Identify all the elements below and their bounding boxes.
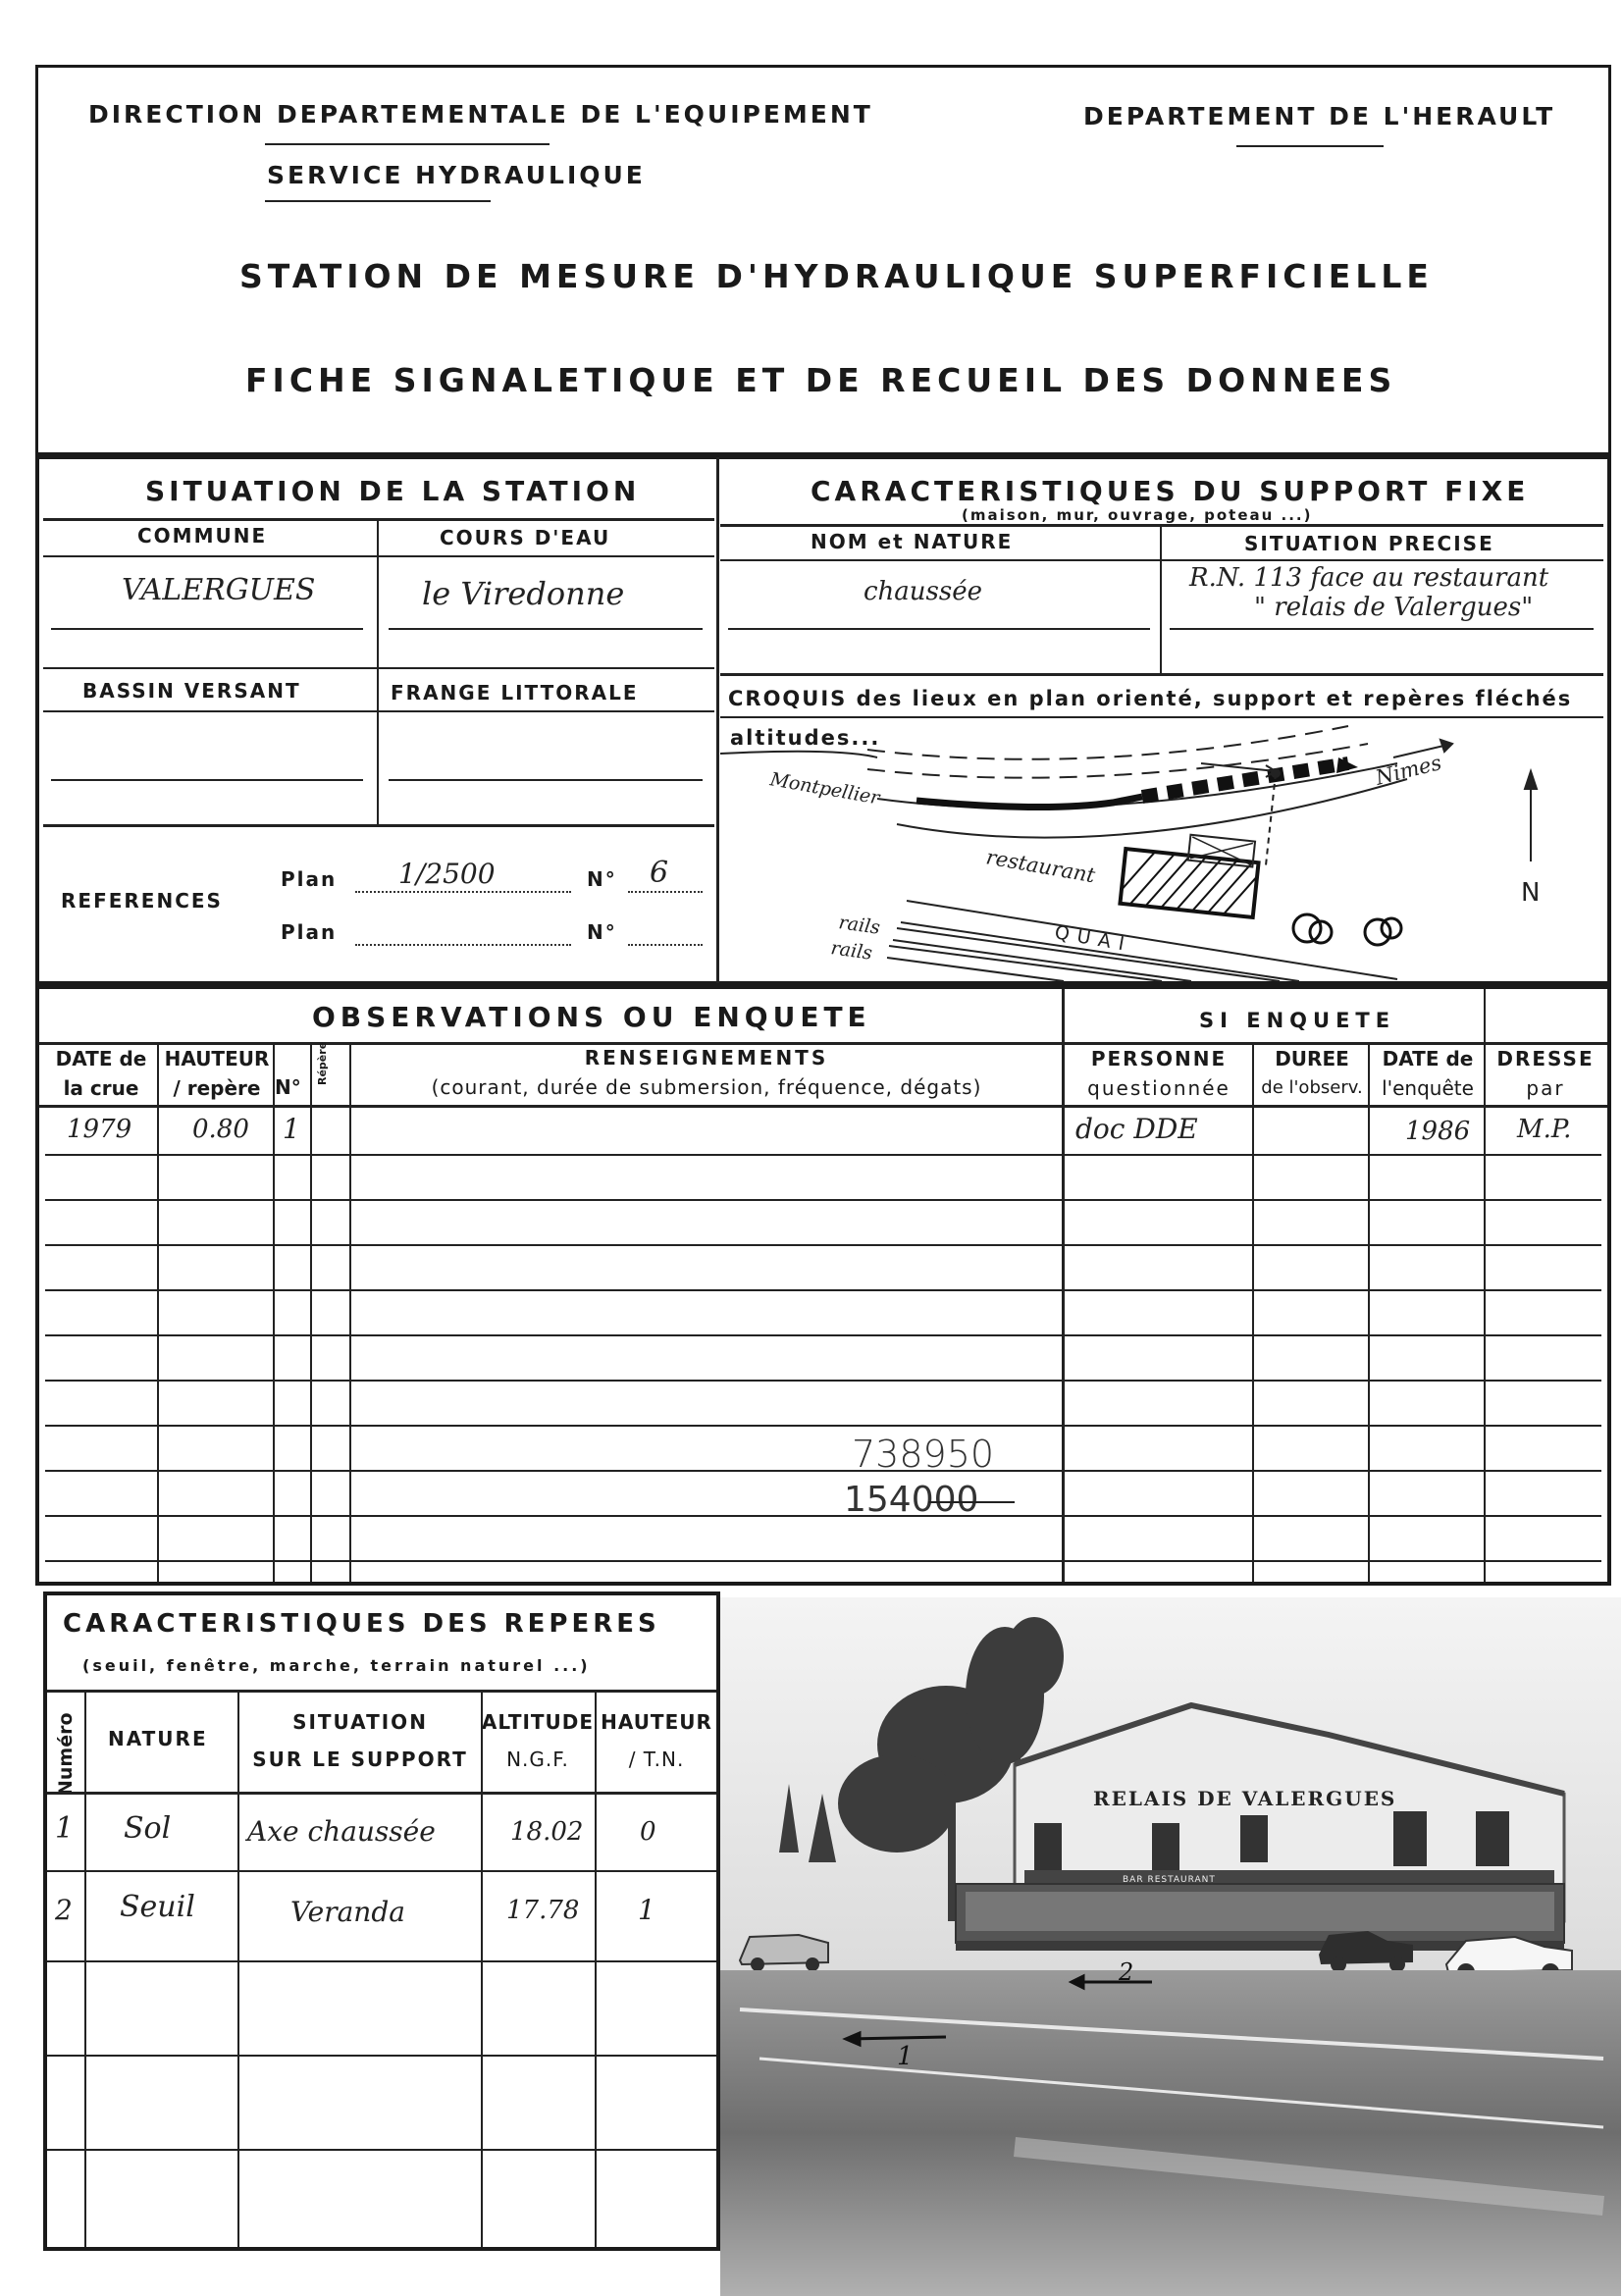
plan1-value: 1/2500: [398, 858, 496, 890]
reperes-row-line: [47, 1960, 716, 1962]
situation-heading: SITUATION DE LA STATION: [145, 475, 641, 507]
reperes-col-situation: [239, 1703, 481, 1778]
nom-label: NOM et NATURE: [811, 530, 1014, 553]
obs-row-line: [45, 1470, 1601, 1472]
reperes-row2-altitude: 17.78: [506, 1896, 580, 1925]
reperes-row2-nature: Seuil: [120, 1890, 195, 1924]
sketch-montpellier: Montpellier: [768, 768, 881, 809]
plan1-dots: [355, 891, 571, 893]
reperes-col-altitude-line1: ALTITUDE: [481, 1710, 595, 1734]
no1-label: N°: [587, 867, 617, 891]
col-date-enquete-line1: DATE de: [1382, 1047, 1474, 1070]
photo-marker2: 2: [1119, 1958, 1134, 1986]
obs-row1-personne: doc DDE: [1075, 1113, 1198, 1145]
sketch-quai: QUAI: [1053, 921, 1134, 957]
obs-col-2: [273, 1042, 275, 1582]
col-dresse-line2: par: [1526, 1076, 1565, 1100]
commune-value: VALERGUES: [122, 573, 316, 607]
reperes-row-line: [47, 2055, 716, 2057]
situation-precise-label: SITUATION PRECISE: [1244, 532, 1494, 555]
obs-note2-strike: [928, 1501, 1015, 1503]
references-label: REFERENCES: [61, 889, 223, 913]
cours-value: le Viredonne: [422, 575, 625, 612]
direction-label: DIRECTION DEPARTEMENTALE DE L'EQUIPEMENT: [88, 100, 873, 129]
nom-value: chaussée: [864, 577, 983, 606]
obs-note1: 738950: [852, 1433, 995, 1476]
col-rep-header: Répère: [316, 1041, 329, 1085]
obs-row1-date-enquete: 1986: [1405, 1117, 1471, 1146]
frange-value-line: [389, 779, 703, 781]
station-photo: [720, 1597, 1621, 2296]
north-arrow: [1525, 771, 1537, 861]
cours-label: COURS D'EAU: [440, 526, 611, 549]
reperes-col-hauteur: [597, 1703, 716, 1778]
obs-row-line: [45, 1154, 1601, 1156]
bassin-header-line: [43, 710, 714, 712]
col-date-line2: la crue: [63, 1076, 139, 1100]
col-personne-header: [1066, 1044, 1252, 1103]
reperes-col-hauteur-line1: HAUTEUR: [601, 1710, 712, 1734]
reperes-col-situation-line2: SUR LE SUPPORT: [252, 1748, 468, 1771]
reperes-header-line: [47, 1792, 716, 1795]
cours-value-line: [389, 628, 703, 630]
obs-col-7: [1484, 1042, 1486, 1582]
obs-row-line: [45, 1515, 1601, 1517]
bassin-label: BASSIN VERSANT: [82, 679, 301, 703]
quai-rails: [887, 901, 1397, 981]
plan2-dots: [355, 944, 571, 946]
section2-divider: [716, 457, 719, 983]
situation-value-line: [1170, 628, 1594, 630]
sketch-restaurant: restaurant: [984, 845, 1097, 888]
no2-dots: [628, 944, 703, 946]
commune-divider: [377, 520, 379, 824]
reperes-heading: CARACTERISTIQUES DES REPERES: [63, 1609, 660, 1639]
support-heading-line: [720, 524, 1603, 527]
nom-divider: [1160, 524, 1162, 673]
col-hauteur-line2: / repère: [173, 1076, 261, 1100]
nom-header-line: [720, 559, 1603, 561]
commune-header-line: [43, 555, 714, 557]
situation-heading-line: [43, 518, 714, 521]
obs-enquete-divider: [1062, 989, 1065, 1582]
obs-col-6: [1368, 1042, 1370, 1582]
references-top-line: [43, 824, 714, 827]
bassin-value-line: [51, 779, 363, 781]
reperes-col-1: [84, 1692, 86, 2247]
support-heading: CARACTERISTIQUES DU SUPPORT FIXE: [811, 475, 1530, 507]
obs-row-line: [45, 1289, 1601, 1291]
reperes-row1-altitude: 18.02: [510, 1817, 584, 1847]
col-date-line1: DATE de: [55, 1047, 147, 1070]
reperes-col-3: [481, 1692, 483, 2247]
col-personne-line2: questionnée: [1087, 1076, 1230, 1100]
obs-col-3: [310, 1042, 312, 1582]
support-subheading: (maison, mur, ouvrage, poteau ...): [962, 506, 1313, 524]
col-hauteur-header: [159, 1044, 275, 1103]
reperes-row-line: [47, 1870, 716, 1872]
altitudes-label: altitudes...: [730, 726, 881, 750]
col-date-enquete-line2: l'enquête: [1382, 1076, 1474, 1100]
col-dresse-line1: DRESSE: [1496, 1047, 1595, 1070]
col-personne-line1: PERSONNE: [1090, 1047, 1228, 1070]
reperes-col-hauteur-line2: / T.N.: [628, 1748, 685, 1771]
obs-col-4: [349, 1042, 351, 1582]
col-no-header: N°: [275, 1075, 301, 1099]
obs-col-1: [157, 1042, 159, 1582]
croquis-top-line: [720, 673, 1603, 676]
reperes-col-situation-line1: SITUATION: [292, 1710, 428, 1734]
col-duree-line1: DUREE: [1275, 1047, 1349, 1070]
reperes-col-altitude: [481, 1703, 595, 1778]
croquis-label: CROQUIS des lieux en plan orienté, support et repères fléchés: [728, 687, 1573, 710]
sketch-nimes: Nimes: [1373, 751, 1444, 790]
road-barrier: [916, 757, 1358, 808]
direction-underline: [265, 143, 550, 145]
photo-sign: RELAIS DE VALERGUES: [1093, 1787, 1397, 1810]
obs-row1-hauteur: 0.80: [192, 1115, 249, 1144]
col-date-enquete-header: [1370, 1044, 1486, 1103]
reperes-row-line: [47, 2149, 716, 2151]
reperes-heading-line: [47, 1690, 716, 1693]
frange-label: FRANGE LITTORALE: [391, 681, 639, 704]
obs-row-line: [45, 1199, 1601, 1201]
departement-label: DEPARTEMENT DE L'HERAULT: [1083, 102, 1556, 130]
no2-label: N°: [587, 920, 617, 944]
reperes-row1-hauteur: 0: [640, 1817, 656, 1847]
tree-icons: [1293, 914, 1401, 945]
obs-row-line: [45, 1560, 1601, 1562]
page-title: STATION DE MESURE D'HYDRAULIQUE SUPERFICIELLE: [239, 257, 1434, 295]
page-subtitle: FICHE SIGNALETIQUE ET DE RECUEIL DES DONNEES: [245, 361, 1397, 399]
obs-row-line: [45, 1334, 1601, 1336]
col-renseignements-sub: (courant, durée de submersion, fréquence, dégats): [431, 1075, 982, 1099]
reperes-row2-situation: Veranda: [290, 1896, 405, 1928]
service-underline: [265, 200, 491, 202]
reperes-col-numero: Numéro: [55, 1712, 77, 1796]
obs-col-5: [1252, 1042, 1254, 1582]
sketch-rails2: rails: [829, 937, 874, 965]
obs-row1-dresse: M.P.: [1517, 1115, 1572, 1144]
si-enquete-label: SI ENQUETE: [1199, 1009, 1396, 1032]
obs-row1-date: 1979: [67, 1115, 132, 1144]
reperes-row2-hauteur: 1: [638, 1894, 655, 1926]
obs-note2: 154000: [844, 1480, 979, 1520]
situation-precise-line1: R.N. 113 face au restaurant: [1189, 563, 1549, 593]
col-dresse-header: [1486, 1044, 1605, 1103]
reperes-col-nature: NATURE: [108, 1727, 208, 1750]
reperes-row1-num: 1: [55, 1811, 75, 1846]
photo-sign-small: BAR RESTAURANT: [1123, 1875, 1216, 1885]
reperes-col-4: [595, 1692, 597, 2247]
observations-heading: OBSERVATIONS OU ENQUETE: [312, 1001, 871, 1033]
sketch-north: N: [1521, 878, 1541, 908]
photo-road: [720, 1970, 1621, 2296]
restaurant-building: [1120, 835, 1258, 917]
bassin-top-line: [43, 667, 714, 669]
reperes-col-2: [237, 1692, 239, 2247]
col-hauteur-line1: HAUTEUR: [164, 1047, 270, 1070]
service-label: SERVICE HYDRAULIQUE: [267, 161, 646, 189]
situation-precise-line2: " relais de Valergues": [1254, 593, 1534, 622]
reperes-row2-num: 2: [55, 1894, 73, 1926]
reperes-col-altitude-line2: N.G.F.: [506, 1748, 569, 1771]
reperes-subheading: (seuil, fenêtre, marche, terrain naturel ...): [82, 1656, 591, 1675]
plan2-label: Plan: [281, 920, 338, 944]
col-duree-line2: de l'observ.: [1261, 1077, 1363, 1098]
nom-value-line: [728, 628, 1150, 630]
col-duree-header: [1254, 1044, 1370, 1103]
commune-value-line: [51, 628, 363, 630]
photo-marker1: 1: [897, 2042, 914, 2071]
obs-row-line: [45, 1244, 1601, 1246]
plan1-label: Plan: [281, 867, 338, 891]
obs-row-line: [45, 1425, 1601, 1427]
obs-row1-no: 1: [283, 1113, 300, 1145]
no1-dots: [628, 891, 703, 893]
col-renseignements-header: RENSEIGNEMENTS: [584, 1046, 829, 1070]
commune-label: COMMUNE: [137, 524, 268, 548]
obs-row-line: [45, 1380, 1601, 1382]
dresse-top-divider: [1484, 989, 1486, 1042]
site-sketch: [720, 718, 1603, 983]
col-date-header: [45, 1044, 157, 1103]
sketch-rails1: rails: [837, 912, 882, 939]
reperes-row1-situation: Axe chaussée: [247, 1815, 436, 1848]
reperes-row1-nature: Sol: [124, 1811, 172, 1846]
departement-underline: [1236, 145, 1384, 147]
no1-value: 6: [650, 856, 669, 890]
